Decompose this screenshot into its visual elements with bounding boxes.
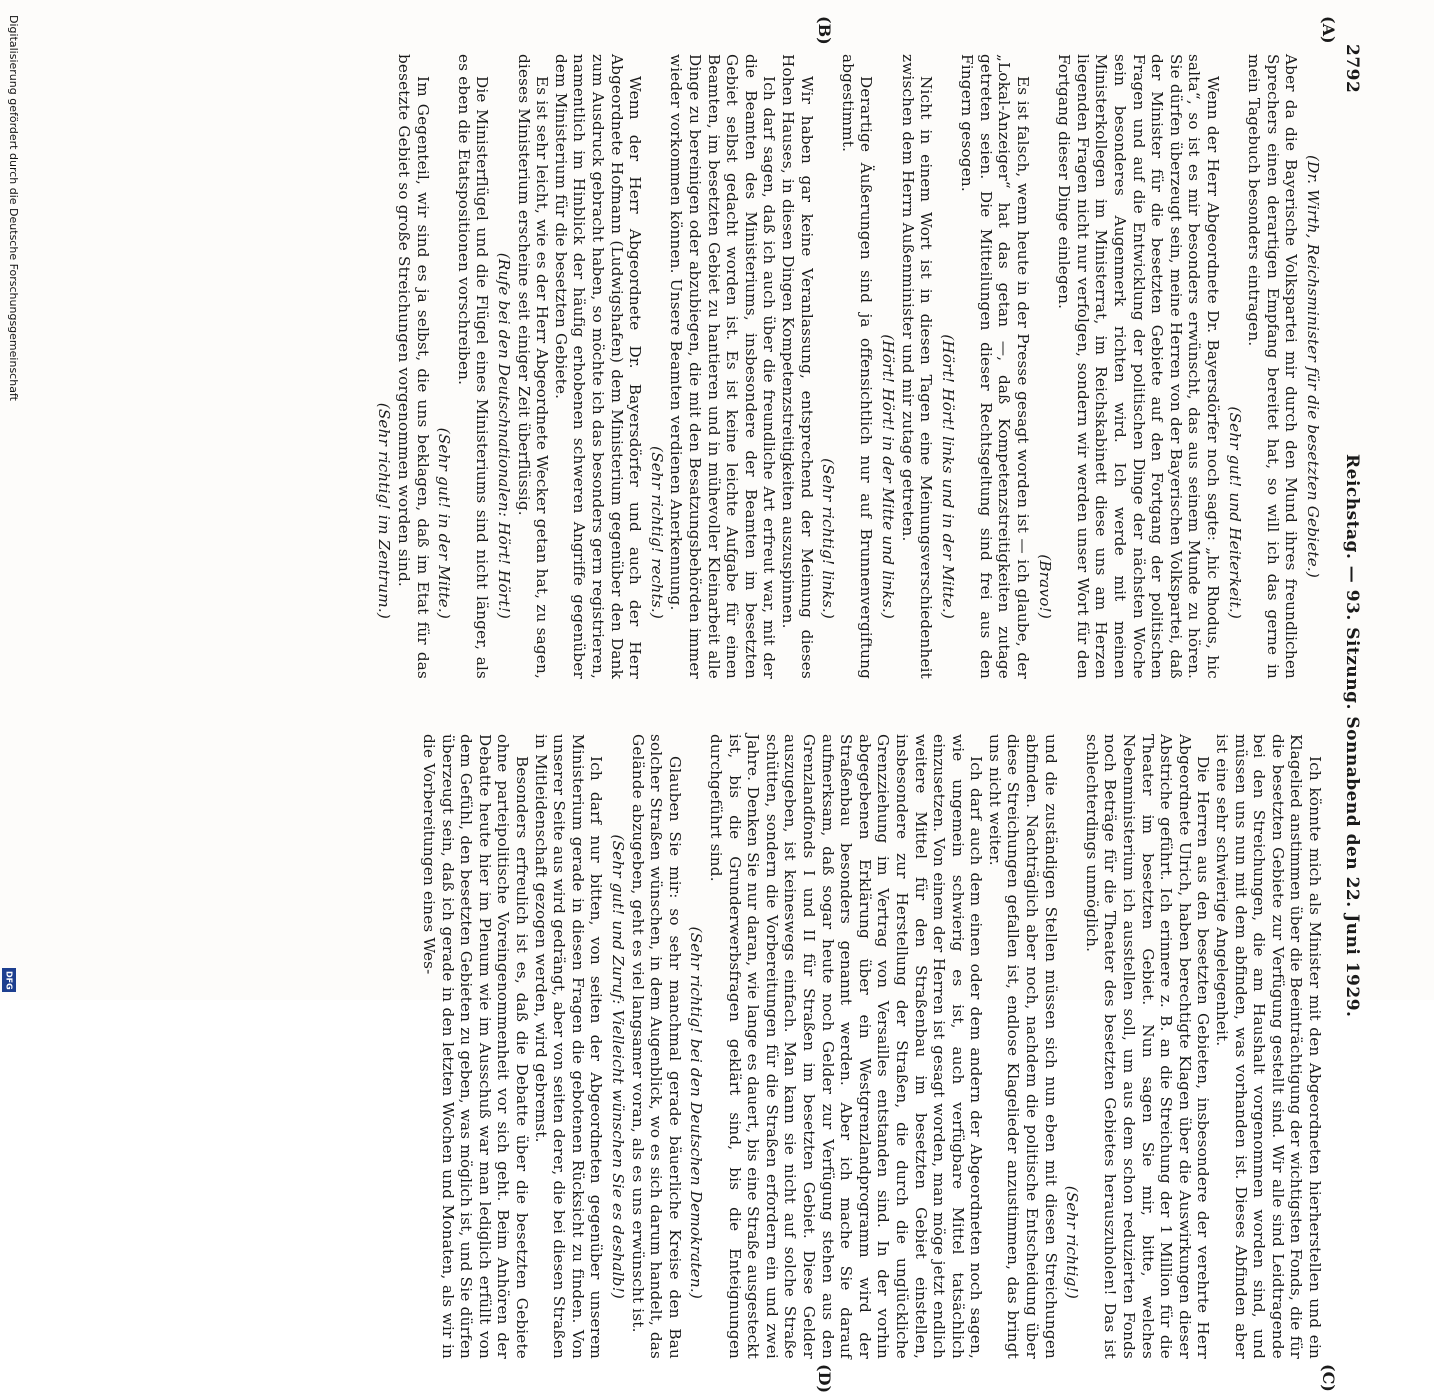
paragraph: Die Ministerflügel und die Flügel eines Ministeriums sind nicht länger, als es eben die Etatspositionen vorschreiben. [454,54,492,679]
margin-letter-b: (B) [815,16,834,45]
interjection: (Sehr richtig!) [1063,1185,1082,1299]
page-header [1336,44,1366,1364]
paragraph: Besonders erfreulich ist es, daß die Debatte über die besetzten Gebiete ohne parteipolitische Voreingenommenheit vor sich geht. Beim Anhören der Debatte heute hier im Plenum wie im Ausschuß war man lediglich erfüllt von dem Gefühl, den besetzten Gebieten zu geben, was möglich ist, und Sie dürfen überzeugt sein, daß ich gerade in den letzten Wochen und Monaten, als wir in die Vorbereitungen eines Wes- [420,734,532,1359]
right-column [420,734,1325,1359]
paragraph: Ich darf sagen, daß ich auch über die freundliche Art erfreut war, mit der die Beamten des Ministeriums, insbesondere der Beamten im besetzten Gebiet selbst gedacht worden ist. Es ist keine leichte Aufgabe für einen Beamten, im besetzten Gebiet zu hantieren und in mühevoller Kleinarbeit alle Dinge zu bereinigen oder abzubiegen, die mit den Besatzungsbehörden immer wieder vorkommen können. Unsere Beamten verdienen Anerkennung. [667,54,779,679]
page-number: 2792 [1342,44,1362,94]
speaker-line: (Dr. Wirth, Reichsminister für die besetzten Gebiete.) [1304,154,1322,579]
margin-letter-d: (D) [815,1364,834,1393]
paragraph: Im Gegenteil, wir sind es ja selbst, die uns beklagen, daß im Etat für das besetzte Gebiet so große Streichungen vorgenommen worden sind. [395,54,432,679]
paragraph: Wenn der Herr Abgeordnete Dr. Bayersdörfer und auch der Herr Abgeordnete Hofmann (Ludwigshafen) dem Ministerium gegenüber den Dank zum Ausdruck gebracht haben, so möchte ich das besonders gern registrieren, namentlich im Hinblick der häufig erhobenen schweren Angriffe gegenüber dem Ministerium für die besetzten Gebiete. [551,54,645,679]
interjection: (Hört! Hört! in der Mitte und links.) [878,334,897,619]
interjection: (Sehr gut! und Heiterkeit.) [1225,406,1244,619]
paragraph: Ich darf nur bitten, von seiten der Abgeordneten gegenüber unserem Ministerium gerade in diesen Fragen die gebotenen Rücksicht zu finden. Von unserer Seite aus wird gedrängt, aber von seiten derer, die bei diesen Straßen in Mitleidenschaft gezogen werden, wird gebremst. [531,734,606,1359]
paragraph: Die Herren aus den besetzten Gebieten, insbesondere der verehrte Herr Abgeordnete Ulrich, haben berechtigte Klagen über die Auswirkungen dieser Abstriche geführt. Ich erinnere z. B. an die Streichung der 1 Million für die Theater im besetzten Gebiet. Nun sagen Sie mir, bitte, welches Nebenministerium ich ausstellen soll, um aus dem schon reduzierten Fonds noch Beträge für die Theater des besetzten Gebietes herauszuholen! Das ist schlechterdings unmöglich. [1082,734,1213,1359]
rotated-document [26,16,1366,1393]
interjection: (Hört! Hört! links und in der Mitte.) [938,334,957,619]
paragraph: Ich darf auch dem einen oder dem andern der Abgeordneten noch sagen, wie ungemein schwierig es ist, auch verfügbare Mittel tatsächlich einzusetzen. Von einem der Herren ist gesagt worden, man möge jetzt endlich weitere Mittel für den Straßenbau im besetzten Gebiet einstellen, insbesondere zur Herstellung der Straßen, die durch die unglückliche Grenzziehung im Vertrag von Versailles entstanden sind. In der vorhin abgegebenen Erklärung über ein Westgrenzlandprogramm wird der Straßenbau besonders genannt werden. Aber ich mache Sie darauf aufmerksam, daß sogar heute noch Gelder zur Verfügung stehen aus den Grenzlandfonds I und II für Straßen im besetzten Gebiet. Diese Gelder auszugeben, ist keineswegs einfach. Man kann sie nicht auf solche Straße schütten, sondern die Vorbereitungen für die Straßen erfordern ein und zwei Jahre. Denken Sie nur daran, wie lange es dauert, bis eine Straße ausgesteckt ist, bis die Grunderwerbsfragen geklärt sind, bis die Enteignungen durchgeführt sind. [707,734,986,1359]
paragraph: Nicht in einem Wort ist in diesen Tagen eine Meinungsverschiedenheit zwischen dem Herrn Außenminister und mir zutage getreten. [898,54,936,679]
interjection: (Sehr richtig! im Zentrum.) [375,402,394,619]
paragraph: Wir haben gar keine Veranlassung, entsprechend der Meinung dieses Hohen Hauses, in diesen Dingen Kompetenzstreitigkeiten auszuspinnen. [778,54,816,679]
paragraph: Wenn der Herr Abgeordnete Dr. Bayersdörfer noch sagte: „hic Rhodus, hic salta“, so ist es mir besonders erwünscht, das aus seinem Munde zu hören. Sie dürfen überzeugt sein, meine Herren von der Bayerischen Volkspartei, daß der Minister für die besetzten Gebiete auf den Fortgang der politischen Fragen und auf die Entwicklung der politischen Dinge der nächsten Woche sein besonderes Augenmerk richten wird. Ich werde mit meinen Ministerkollegen im Ministerrat, im Reichskabinett diese uns am Herzen liegenden Fragen nicht nur verfolgen, sondern wir werden unser Wort für den Fortgang dieser Dinge einlegen. [1055,54,1223,679]
paragraph: Es ist sehr leicht, wie es der Herr Abgeordnete Wecker getan hat, zu sagen, dieses Ministerium erscheine seit einiger Zeit überflüssig. [514,54,552,679]
paragraph: Es ist falsch, wenn heute in der Presse gesagt worden ist — ich glaube, der „Lokal-Anzeiger“ hat das getan —, daß Kompetenzstreitigkeiten zutage getreten seien. Die Mitteilungen dieser Rechtsgeltung sind frei aus den Fingern gesogen. [958,54,1033,679]
left-column [372,54,1324,679]
interjection: (Sehr gut! und Zuruf: Vielleicht wünschen Sie es deshalb!) [609,834,628,1299]
margin-letter-c: (C) [1319,1364,1338,1392]
dfg-logo: DFG [2,968,16,992]
credit-text: Digitalisierung gefördert durch die Deutsche Forschungsgemeinschaft [7,15,20,401]
paragraph: und die zuständigen Stellen müssen sich nun eben mit diesen Streichungen abfinden. Nachträglich aber noch, nachdem die politische Entscheidung über diese Streichungen gefallen ist, endlose Klagelieder anzustimmen, das bringt uns nicht weiter. [985,734,1060,1359]
session-title: Reichstag. — 93. Sitzung. Sonnabend den 22. Juni 1929. [1342,454,1362,1018]
interjection: (Bravo!) [1035,554,1054,619]
paragraph: Glauben Sie mir: so sehr manchmal gerade bäuerliche Kreise den Bau solcher Straßen wünschen, in dem Augenblick, wo es sich darum handelt, das Gelände abzugeben, geht es viel langsamer voran, als es uns erwünscht ist. [628,734,684,1359]
paragraph: Derartige Äußerungen sind ja offensichtlich nur auf Brunnenvergiftung abgestimmt. [838,54,876,679]
interjection: (Sehr richtig! bei den Deutschen Demokraten.) [687,926,706,1299]
interjection: (Sehr richtig! rechts.) [647,446,666,619]
interjection: (Rufe bei den Deutschnationalen: Hört! Hört!) [495,252,514,619]
interjection: (Sehr richtig! links.) [819,458,838,619]
paragraph: Ich könnte mich als Minister mit den Abgeordneten hierherstellen und ein Klagelied anstimmen über die Beeinträchtigung der wichtigsten Fonds, die für die besetzten Gebiete zur Verfügung gestellt sind. Wir alle sind Leidtragende bei den Streichungen, die am Haushalt vorgenommen worden sind, und müssen uns nun mit dem abfinden, was vorhanden ist. Dieses Abfinden aber ist eine sehr schwierige Angelegenheit. [1213,734,1324,1359]
margin-letter-a: (A) [1319,16,1338,44]
paragraph: Aber da die Bayerische Volkspartei mir durch den Mund ihres freundlichen Sprechers einen derartigen Empfang bereitet hat, so will ich das gerne in mein Tagebuch besonders eintragen. [1245,54,1301,679]
interjection: (Sehr gut! in der Mitte.) [435,427,454,619]
digitization-credit [2,15,20,995]
